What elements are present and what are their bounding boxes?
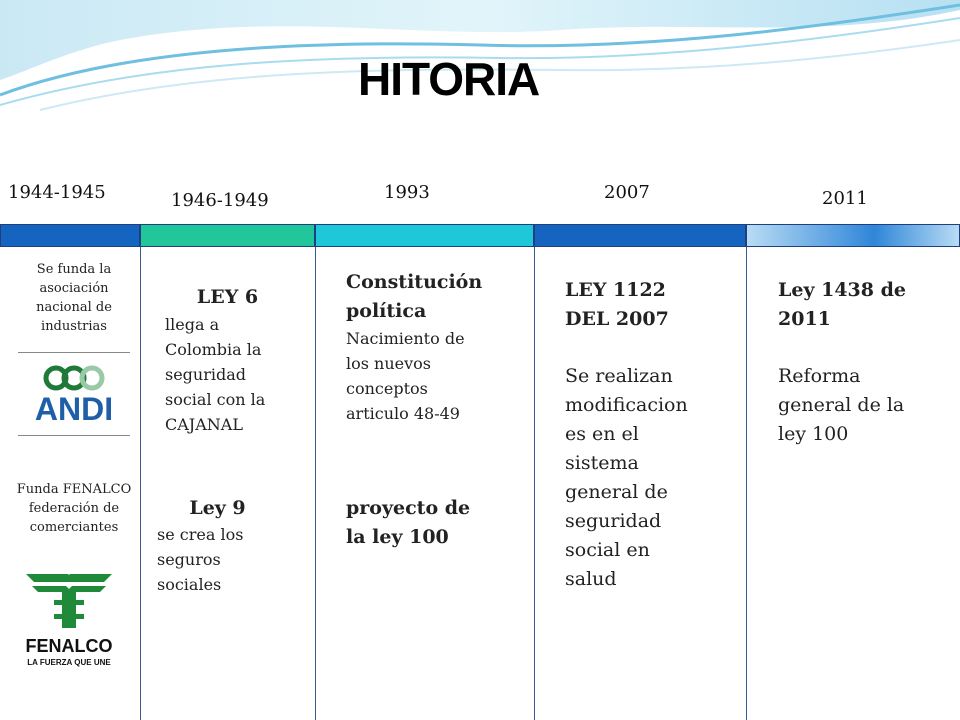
constitucion-description: Nacimiento de los nuevos conceptos articulo 48-49	[346, 329, 465, 423]
timeline-bar-4	[534, 224, 746, 247]
timeline-bar-5	[746, 224, 960, 247]
ley6-description: llega a Colombia la seguridad social con la CAJANAL	[165, 315, 266, 434]
svg-text:ANDI: ANDI	[34, 391, 114, 427]
timeline-bar-2	[140, 224, 315, 247]
ley1438-heading: Ley 1438 de 2011	[778, 279, 906, 330]
timeline-bar-1	[0, 224, 140, 247]
proyecto-ley-100: proyecto de la ley 100	[346, 497, 471, 548]
andi-logo	[18, 352, 130, 436]
andi-text: Se funda la asociación nacional de industrias	[36, 262, 112, 334]
year-2007: 2007	[604, 182, 650, 203]
page-title: HITORIA	[358, 53, 540, 105]
year-1944-1945: 1944-1945	[8, 182, 106, 203]
fenalco-text: Funda FENALCO federación de comerciantes	[16, 482, 132, 535]
ley1122-description: Se realizan modificacion es en el sistema general de seguridad social en salud	[565, 365, 688, 590]
year-2011: 2011	[822, 188, 868, 209]
year-1993: 1993	[384, 182, 430, 203]
ley1122-heading: LEY 1122 DEL 2007	[565, 279, 669, 330]
fenalco-logo	[24, 570, 114, 670]
year-1946-1949: 1946-1949	[171, 190, 269, 211]
ley6-heading: LEY 6	[196, 286, 259, 308]
column-divider	[140, 247, 141, 720]
timeline-bar-3	[315, 224, 534, 247]
ley9-heading: Ley 9	[189, 497, 246, 519]
column-divider	[315, 247, 316, 720]
svg-text:FENALCO: FENALCO	[25, 636, 113, 656]
ley9-description: se crea los seguros sociales	[157, 525, 244, 594]
svg-text:LA FUERZA QUE UNE: LA FUERZA QUE UNE	[27, 658, 111, 667]
column-divider	[746, 247, 747, 720]
ley1438-description: Reforma general de la ley 100	[778, 365, 905, 445]
constitucion-heading: Constitución política	[346, 271, 483, 322]
column-divider	[534, 247, 535, 720]
